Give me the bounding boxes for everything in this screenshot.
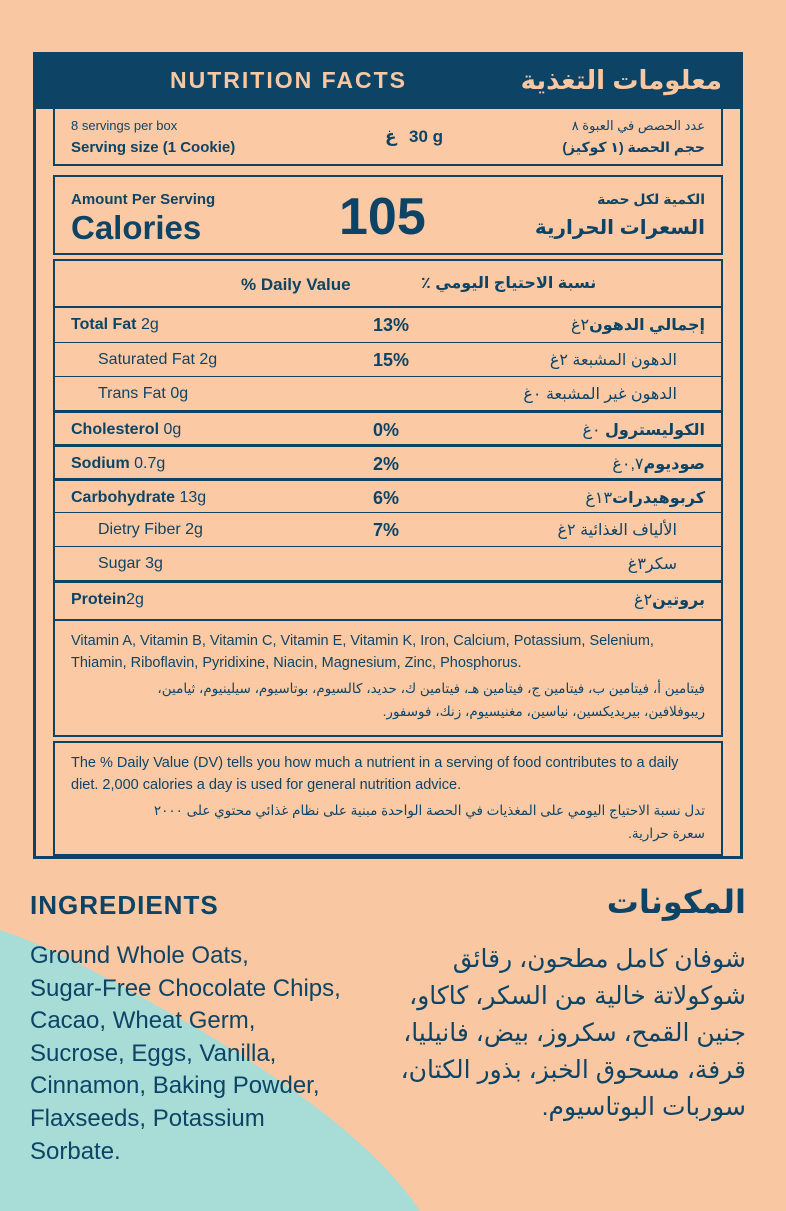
nutrient-row xyxy=(55,478,721,515)
nutrition-header xyxy=(36,55,740,109)
serving-size: Serving size (1 Cookie) xyxy=(71,139,236,156)
nutrient-row xyxy=(55,580,721,622)
nutrient-amount: 2g xyxy=(140,316,159,333)
nutrition-title-ar: معلومات التغذية xyxy=(520,65,722,95)
nutrient-row xyxy=(55,410,721,447)
ingredient-line: Sugar-Free Chocolate Chips, xyxy=(30,974,341,1002)
vitamins-en-line2: Thiamin, Riboflavin, Pyridixine, Niacin, Magnesium, Zinc, Phosphorus. xyxy=(71,655,522,671)
calories-section xyxy=(53,175,723,255)
serving-size-ar: حجم الحصة (١ كوكيز) xyxy=(562,139,705,155)
ingredient-line: Ground Whole Oats, xyxy=(30,942,249,969)
nutrient-name: Carbohydrate xyxy=(71,489,176,506)
ingredient-line-ar: شوكولاتة خالية من السكر، كاكاو، xyxy=(409,982,746,1010)
ingredient-line: Sucrose, Eggs, Vanilla, xyxy=(30,1039,277,1067)
vitamins-en-line1: Vitamin A, Vitamin B, Vitamin C, Vitamin E, Vitamin K, Iron, Calcium, Potassium, Selenium, xyxy=(71,633,654,649)
servings-per-box: 8 servings per box xyxy=(71,118,178,133)
daily-value-header xyxy=(53,259,723,306)
ingredient-line: Cinnamon, Baking Powder, xyxy=(30,1072,320,1100)
footnote-en-line2: diet. 2,000 calories a day is used for general nutrition advice. xyxy=(71,777,462,793)
nutrient-amount: 0g xyxy=(170,385,189,402)
calories-label-ar: السعرات الحرارية xyxy=(534,217,705,239)
ingredients-list-en xyxy=(30,940,390,1168)
nutrient-amount-ar: ٠غ xyxy=(523,386,542,403)
nutrient-amount-ar: ٠,٧غ xyxy=(612,456,644,473)
nutrient-name: Protein xyxy=(71,591,127,608)
nutrient-row xyxy=(55,342,721,377)
nutrient-row xyxy=(55,376,721,411)
vitamins-section xyxy=(53,621,723,737)
ingredient-line-ar: قرفة، مسحوق الخبز، بذور الكتان، xyxy=(400,1056,746,1084)
nutrient-name-ar: صوديوم xyxy=(643,456,705,473)
nutrient-amount-ar: ٠غ xyxy=(582,422,601,439)
ingredient-line: Sorbate. xyxy=(30,1137,121,1165)
nutrient-percent: 7% xyxy=(373,520,400,540)
nutrient-amount-ar: ٢غ xyxy=(634,592,653,609)
amount-per-serving-ar: الكمية لكل حصة xyxy=(597,191,705,207)
nutrient-row xyxy=(55,546,721,581)
nutrient-name: Dietry Fiber xyxy=(98,521,181,538)
ingredients-title-ar: المكونات xyxy=(606,884,746,920)
nutrient-amount: 2g xyxy=(199,351,218,368)
nutrient-row xyxy=(55,512,721,547)
nutrient-name-ar: كربوهيدرات xyxy=(612,490,705,507)
nutrient-name-ar: إجمالي الدهون xyxy=(589,317,705,334)
footnote-ar-line1: تدل نسبة الاحتياج اليومي على المغذيات في الحصة الواحدة مبنية على نظام غذائي محتوي على ٢٠٠٠ xyxy=(153,803,705,818)
nutrient-name: Sugar xyxy=(98,555,141,572)
serving-section xyxy=(53,109,723,166)
nutrient-percent: 6% xyxy=(373,488,400,508)
nutrient-name: Trans Fat xyxy=(98,385,166,402)
serving-size-value: 30 g xyxy=(409,127,444,146)
ingredient-line: Flaxseeds, Potassium xyxy=(30,1104,265,1132)
nutrient-percent: 2% xyxy=(373,454,400,474)
nutrients-table xyxy=(53,306,723,621)
nutrient-name-ar: بروتين xyxy=(652,592,705,609)
ingredients-list-ar xyxy=(376,941,746,1126)
nutrient-amount: 2g xyxy=(126,591,144,608)
ingredient-line-ar: جنين القمح، سكروز، بيض، فانيليا، xyxy=(403,1019,746,1047)
nutrient-amount-ar: ٣غ xyxy=(627,556,646,573)
serving-size-value-ar: غ xyxy=(385,127,397,146)
nutrient-amount: 0g xyxy=(163,421,182,438)
daily-value-label-ar: نسبة الاحتياج اليومي ٪ xyxy=(421,275,597,292)
amount-per-serving: Amount Per Serving xyxy=(71,191,216,208)
nutrient-name: Cholesterol xyxy=(71,421,160,438)
nutrient-amount: 3g xyxy=(145,555,163,572)
ingredient-line-ar: شوفان كامل مطحون، رقائق xyxy=(452,945,746,973)
footnote-en-line1: The % Daily Value (DV) tells you how much a nutrient in a serving of food contributes to a daily xyxy=(71,755,679,771)
calories-label: Calories xyxy=(71,209,202,246)
nutrition-title-en: NUTRITION FACTS xyxy=(170,67,407,93)
vitamins-ar-line1: فيتامين أ، فيتامين ب، فيتامين ج، فيتامين هـ، فيتامين ك، حديد، كالسيوم، بوتاسيوم، سيلينيوم، ثيامين، xyxy=(157,681,705,696)
nutrient-name-ar: الدهون المشبعة xyxy=(572,352,677,369)
nutrient-percent: 13% xyxy=(373,315,410,335)
nutrient-name: Sodium xyxy=(71,455,130,472)
calories-value: 105 xyxy=(339,188,426,246)
daily-value-label: % Daily Value xyxy=(241,275,351,294)
nutrient-name-ar: الكوليسترول xyxy=(605,422,705,439)
nutrient-percent: 0% xyxy=(373,420,400,440)
ingredient-line-ar: سوربات البوتاسيوم. xyxy=(541,1093,746,1121)
nutrient-amount-ar: ٢غ xyxy=(549,352,568,369)
nutrient-amount: 0.7g xyxy=(134,455,166,472)
nutrient-row xyxy=(55,444,721,481)
footnote-section xyxy=(53,741,723,856)
nutrient-amount: 2g xyxy=(185,521,203,538)
servings-per-box-ar: عدد الحصص في العبوة ٨ xyxy=(571,118,705,133)
nutrient-name-ar: الألياف الغذائية xyxy=(580,522,677,539)
footnote-ar-line2: سعرة حرارية. xyxy=(628,826,705,841)
nutrient-amount-ar: ٢غ xyxy=(557,522,576,539)
nutrition-facts-panel xyxy=(33,52,743,859)
nutrient-name-ar: الدهون غير المشبعة xyxy=(545,386,677,403)
nutrient-name: Total Fat xyxy=(71,316,137,333)
nutrient-row xyxy=(55,308,721,342)
nutrient-name: Saturated Fat xyxy=(98,351,195,368)
ingredients-title: INGREDIENTS xyxy=(30,890,219,920)
nutrient-name-ar: سكر xyxy=(645,556,677,573)
vitamins-ar-line2: ريبوفلافين، بيريديكسين، نياسين، مغنيسيوم، زنك، فوسفور. xyxy=(382,704,705,719)
nutrient-amount-ar: ٢غ xyxy=(570,317,590,334)
nutrient-amount-ar: ١٣غ xyxy=(585,490,613,507)
nutrient-percent: 15% xyxy=(373,350,410,370)
ingredient-line: Cacao, Wheat Germ, xyxy=(30,1007,256,1035)
nutrient-amount: 13g xyxy=(179,489,207,506)
